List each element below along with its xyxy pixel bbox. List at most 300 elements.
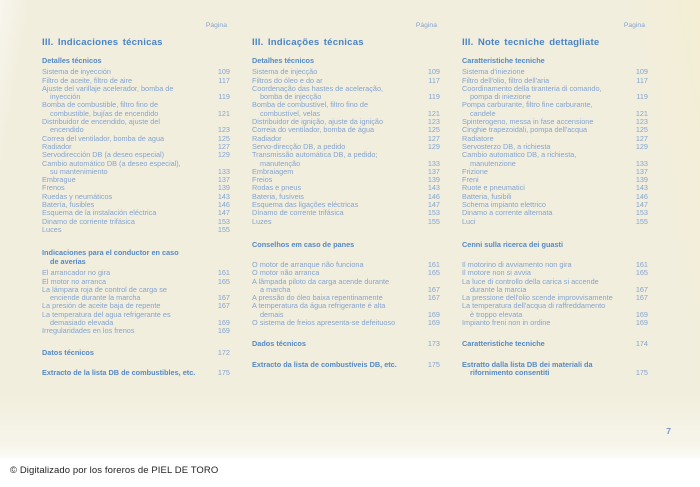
item-line: O motor de arranque não funciona <box>252 260 364 269</box>
item-page: 123 <box>427 117 440 127</box>
item-text <box>252 340 418 348</box>
item-line: Luces <box>42 225 62 234</box>
toc-section <box>462 57 648 226</box>
item-page: 165 <box>427 268 440 278</box>
toc-item <box>252 218 440 226</box>
item-page: 161 <box>217 268 230 278</box>
item-line: è troppo elevata <box>470 309 523 319</box>
toc-section <box>252 57 440 226</box>
item-text <box>252 269 418 277</box>
toc-section <box>252 361 440 369</box>
toc-section <box>42 57 230 234</box>
toc-item <box>42 118 230 135</box>
item-text <box>462 201 626 209</box>
item-text <box>252 135 418 143</box>
item-text <box>252 68 418 76</box>
toc-item <box>462 184 648 192</box>
toc-item <box>252 361 440 369</box>
item-page: 127 <box>217 141 230 151</box>
item-text <box>42 176 208 184</box>
toc-item <box>42 68 230 76</box>
item-text <box>462 302 626 319</box>
toc-item <box>42 286 230 303</box>
item-line: Extracto de la lista DB de combustibles, etc. <box>42 368 196 377</box>
item-page: 173 <box>427 339 440 349</box>
item-line: su mantenimiento <box>50 166 108 176</box>
item-text <box>462 261 626 269</box>
item-line: Ajuste del varillaje acelerador, bomba de <box>42 84 174 93</box>
item-line: Luci <box>462 217 476 226</box>
item-text <box>252 361 418 369</box>
toc-item <box>462 176 648 184</box>
item-page: 117 <box>218 75 230 85</box>
item-text <box>42 269 208 277</box>
item-line: La presión de aceite baja de repente <box>42 302 161 311</box>
item-line: Schema impianto elettrico <box>462 201 546 210</box>
item-page: 117 <box>428 75 440 85</box>
item-page: 117 <box>636 75 648 85</box>
item-page: 121 <box>427 108 440 118</box>
toc-item <box>252 101 440 118</box>
item-text <box>462 135 626 143</box>
item-line: Il motore non si avvia <box>462 269 531 278</box>
toc-item <box>42 135 230 143</box>
heading-line: Cenni sulla ricerca dei guasti <box>462 239 563 249</box>
item-text <box>42 135 208 143</box>
toc-item <box>42 269 230 277</box>
item-page: 153 <box>635 208 648 218</box>
item-line: La lámpara roja de control de carga se <box>42 285 167 294</box>
item-line: Correa del ventilador, bomba de agua <box>42 134 165 143</box>
item-line: Frizione <box>462 167 488 176</box>
item-line: Sistema de inyección <box>42 68 111 77</box>
page-column-label: Página <box>415 22 437 29</box>
item-page: 123 <box>217 125 230 135</box>
item-line: Cambio automático DB (a deseo especial), <box>42 159 181 168</box>
item-line: combustível, velas <box>260 108 321 118</box>
item-page: 167 <box>635 284 648 294</box>
item-page: 125 <box>427 125 440 135</box>
item-line: Impianto freni non in ordine <box>462 319 551 328</box>
toc-item <box>252 135 440 143</box>
item-page: 121 <box>217 108 230 118</box>
item-line: rifornimento consentiti <box>470 367 550 377</box>
toc-section <box>42 369 230 377</box>
item-line: manutenção <box>260 158 301 168</box>
item-text <box>252 77 418 85</box>
item-line: Radiador <box>252 134 282 143</box>
toc-section <box>252 241 440 327</box>
item-text <box>462 126 626 134</box>
toc-item <box>462 209 648 217</box>
toc-item <box>462 143 648 151</box>
column-title: III. Indicaciones técnicas <box>42 37 163 48</box>
item-page: 123 <box>635 117 648 127</box>
item-page: 155 <box>427 216 440 226</box>
item-text <box>462 101 626 118</box>
item-text <box>462 184 626 192</box>
toc-column <box>42 22 230 377</box>
toc-item <box>462 151 648 168</box>
item-page: 109 <box>217 67 230 77</box>
toc-item <box>42 160 230 177</box>
item-page: 155 <box>217 224 230 234</box>
section-heading <box>462 241 648 259</box>
toc-columns <box>42 22 648 377</box>
section-heading <box>42 57 230 65</box>
item-page: 169 <box>217 326 230 336</box>
item-text <box>252 184 418 192</box>
item-page: 137 <box>427 166 440 176</box>
item-line: Datos técnicos <box>42 348 94 357</box>
item-text <box>462 176 626 184</box>
item-line: A lâmpada piloto da carga acende durante <box>252 277 390 286</box>
toc-item <box>252 77 440 85</box>
item-line: demasiado elevada <box>50 318 114 328</box>
toc-item <box>42 369 230 377</box>
item-text <box>252 126 418 134</box>
item-line: Freni <box>462 176 479 185</box>
item-page: 143 <box>427 183 440 193</box>
item-page: 153 <box>427 208 440 218</box>
item-page: 175 <box>635 367 648 377</box>
item-text <box>252 278 418 295</box>
item-text <box>252 209 418 217</box>
item-text <box>462 68 626 76</box>
item-text <box>462 151 626 168</box>
item-line: Correia do ventilador, bomba de água <box>252 126 375 135</box>
page-number: 7 <box>666 426 671 436</box>
item-text <box>42 327 208 335</box>
item-page: 147 <box>635 200 648 210</box>
item-text <box>252 151 418 168</box>
item-text <box>252 218 418 226</box>
heading-line: de averías <box>50 256 86 266</box>
item-page: 139 <box>635 175 648 185</box>
toc-item <box>252 319 440 327</box>
toc-section <box>42 349 230 357</box>
toc-item <box>462 118 648 126</box>
item-line: Batería, fusibles <box>42 201 95 210</box>
item-line: Distribuidor de ignição, ajuste da ignição <box>252 118 384 127</box>
toc-item <box>252 269 440 277</box>
item-page: 167 <box>427 284 440 294</box>
item-page: 137 <box>635 166 648 176</box>
item-text <box>252 176 418 184</box>
section-heading <box>252 241 440 259</box>
toc-item <box>462 126 648 134</box>
toc-item <box>42 349 230 357</box>
item-page: 127 <box>427 133 440 143</box>
item-text <box>462 361 626 378</box>
toc-item <box>42 201 230 209</box>
page-column-label: Pagina <box>623 22 645 29</box>
item-line: Servo-direcção DB, a pedido <box>252 142 346 151</box>
item-line: bomba de injecção <box>260 92 322 102</box>
item-page: 161 <box>427 259 440 269</box>
toc-item <box>462 218 648 226</box>
heading-line: Indicaciones para el conductor en caso <box>42 248 179 258</box>
heading-line: Caratteristiche tecniche <box>462 56 545 65</box>
toc-item <box>252 261 440 269</box>
item-line: enciende durante la marcha <box>50 293 141 303</box>
column-title: III. Note tecniche dettagliate <box>462 37 600 48</box>
item-line: a marcha <box>260 284 291 294</box>
item-line: Filtros do óleo e do ar <box>252 76 323 85</box>
item-line: Ruote e pneumatici <box>462 184 525 193</box>
item-text <box>42 369 208 377</box>
item-page: 169 <box>427 309 440 319</box>
item-text <box>42 151 208 159</box>
item-text <box>252 101 418 118</box>
item-line: Coordenação das hastes de aceleração, <box>252 84 384 93</box>
toc-item <box>42 209 230 217</box>
item-page: 175 <box>217 367 230 377</box>
toc-item <box>252 176 440 184</box>
item-page: 129 <box>635 141 648 151</box>
toc-section <box>42 249 230 335</box>
item-line: demais <box>260 309 284 319</box>
item-line: Sistema de injecção <box>252 68 318 77</box>
toc-item <box>42 85 230 102</box>
toc-item <box>42 278 230 286</box>
item-page: 121 <box>635 108 648 118</box>
item-page: 109 <box>635 67 648 77</box>
item-text <box>462 319 626 327</box>
watermark-text: © Digitalizado por los foreros de PIEL DE TORO <box>10 465 219 476</box>
item-text <box>462 77 626 85</box>
heading-line: Conselhos em caso de panes <box>252 239 355 249</box>
item-text <box>252 201 418 209</box>
item-page: 137 <box>217 175 230 185</box>
toc-item <box>252 294 440 302</box>
item-text <box>42 77 208 85</box>
item-line: A pressão do óleo baixa repentinamente <box>252 294 383 303</box>
toc-item <box>252 278 440 295</box>
item-page: 146 <box>427 191 440 201</box>
item-line: Coordinamento della tiranteria di comando, <box>462 84 602 93</box>
item-page: 133 <box>427 158 440 168</box>
toc-item <box>42 327 230 335</box>
item-line: Bomba de combustible, filtro fino de <box>42 101 159 110</box>
item-page: 161 <box>635 259 648 269</box>
item-text <box>462 340 626 348</box>
item-line: Embraiagem <box>252 167 294 176</box>
item-text <box>42 349 208 357</box>
item-page: 175 <box>427 359 440 369</box>
item-page: 147 <box>427 200 440 210</box>
item-line: pompa di iniezione <box>470 92 531 102</box>
toc-item <box>42 193 230 201</box>
toc-item <box>462 193 648 201</box>
toc-item <box>462 319 648 327</box>
item-text <box>42 143 208 151</box>
toc-column <box>462 22 648 377</box>
item-line: Dínamo de corrente trifásica <box>252 209 344 218</box>
toc-item <box>462 361 648 378</box>
toc-item <box>42 151 230 159</box>
item-line: Esquema das ligações eléctricas <box>252 201 359 210</box>
item-line: Caratteristiche tecniche <box>462 340 545 349</box>
page-column-label: Página <box>205 22 227 29</box>
item-line: Filtro dell'olio, filtro dell'aria <box>462 76 550 85</box>
item-text <box>462 294 626 302</box>
toc-item <box>252 85 440 102</box>
item-page: 125 <box>217 133 230 143</box>
item-line: manutenzione <box>470 158 516 168</box>
toc-item <box>42 302 230 310</box>
toc-item <box>252 118 440 126</box>
item-page: 129 <box>217 150 230 160</box>
item-text <box>252 319 418 327</box>
item-text <box>42 85 208 102</box>
item-page: 127 <box>635 133 648 143</box>
item-line: Pompa carburante, filtro fine carburante, <box>462 101 593 110</box>
item-page: 147 <box>217 208 230 218</box>
toc-item <box>462 85 648 102</box>
item-text <box>462 118 626 126</box>
item-page: 172 <box>217 347 230 357</box>
item-text <box>42 286 208 303</box>
item-line: Irregularidades en los frenos <box>42 327 135 336</box>
toc-section <box>462 361 648 378</box>
item-text <box>252 294 418 302</box>
toc-item <box>252 151 440 168</box>
item-text <box>462 209 626 217</box>
toc-item <box>42 226 230 234</box>
item-line: Rodas e pneus <box>252 184 302 193</box>
item-line: Extracto da lista de combustíveis DB, etc. <box>252 360 397 369</box>
item-page: 119 <box>636 92 648 102</box>
item-page: 139 <box>427 175 440 185</box>
column-title: III. Indicações técnicas <box>252 37 364 48</box>
toc-item <box>252 168 440 176</box>
toc-item <box>462 278 648 295</box>
item-text <box>462 278 626 295</box>
toc-item <box>42 218 230 226</box>
item-line: O motor não arranca <box>252 269 320 278</box>
item-line: La temperatura del agua refrigerante es <box>42 310 171 319</box>
item-text <box>42 302 208 310</box>
item-line: Cambio automatico DB, a richiesta, <box>462 151 577 160</box>
item-text <box>42 218 208 226</box>
item-page: 167 <box>635 293 648 303</box>
item-text <box>42 226 208 234</box>
toc-item <box>462 101 648 118</box>
section-heading <box>42 249 230 267</box>
toc-item <box>462 68 648 76</box>
toc-section <box>462 241 648 327</box>
toc-item <box>462 340 648 348</box>
item-page: 119 <box>218 92 230 102</box>
item-page: 143 <box>217 191 230 201</box>
item-page: 155 <box>635 216 648 226</box>
item-page: 165 <box>217 276 230 286</box>
toc-item <box>462 135 648 143</box>
item-line: Embrague <box>42 176 76 185</box>
item-line: Luzes <box>252 217 272 226</box>
item-page: 165 <box>635 268 648 278</box>
section-heading <box>462 57 648 65</box>
item-text <box>42 118 208 135</box>
toc-item <box>252 201 440 209</box>
item-text <box>462 193 626 201</box>
item-page: 109 <box>427 67 440 77</box>
item-line: Ruedas y neumáticos <box>42 192 113 201</box>
toc-item <box>252 126 440 134</box>
item-line: Servodirección DB (a deseo especial) <box>42 151 165 160</box>
item-page: 167 <box>217 293 230 303</box>
item-text <box>42 160 208 177</box>
item-page: 133 <box>217 166 230 176</box>
item-line: combustible, bujías de encendido <box>50 108 159 118</box>
toc-item <box>42 77 230 85</box>
item-text <box>42 311 208 328</box>
item-line: encendido <box>50 125 84 135</box>
item-text <box>42 68 208 76</box>
toc-item <box>252 302 440 319</box>
item-page: 169 <box>635 318 648 328</box>
item-line: durante la marcia <box>470 284 527 294</box>
item-line: Cinghie trapezoidali, pompa dell'acqua <box>462 126 588 135</box>
item-text <box>42 101 208 118</box>
item-text <box>252 143 418 151</box>
item-line: candele <box>470 108 496 118</box>
toc-item <box>252 184 440 192</box>
item-text <box>252 168 418 176</box>
item-line: El arrancador no gira <box>42 269 111 278</box>
item-text <box>42 278 208 286</box>
item-line: Dinamo de corriente trifásica <box>42 217 135 226</box>
item-page: 153 <box>217 216 230 226</box>
item-line: Bomba de combustível, filtro fino de <box>252 101 368 110</box>
item-line: Filtro de aceite, filtro de aire <box>42 76 133 85</box>
item-page: 146 <box>217 200 230 210</box>
toc-section <box>462 340 648 348</box>
item-text <box>42 184 208 192</box>
item-page: 143 <box>635 183 648 193</box>
item-line: A temperatura da água refrigerante é alta <box>252 302 386 311</box>
toc-item <box>42 176 230 184</box>
item-line: Spinterogeno, messa in fase accensione <box>462 118 594 127</box>
item-text <box>252 261 418 269</box>
toc-item <box>462 294 648 302</box>
toc-item <box>462 261 648 269</box>
item-page: 174 <box>635 339 648 349</box>
item-text <box>42 193 208 201</box>
item-page: 125 <box>635 125 648 135</box>
toc-item <box>462 201 648 209</box>
toc-item <box>42 184 230 192</box>
item-line: Sistema d'iniezione <box>462 68 525 77</box>
toc-section <box>252 340 440 348</box>
toc-item <box>462 77 648 85</box>
item-line: La temperatura dell'acqua di raffreddamento <box>462 302 606 311</box>
item-line: Esquema de la instalación eléctrica <box>42 209 157 218</box>
item-line: El motor no arranca <box>42 277 107 286</box>
item-text <box>462 168 626 176</box>
toc-item <box>252 209 440 217</box>
item-page: 139 <box>217 183 230 193</box>
item-text <box>252 85 418 102</box>
item-line: La luce di controllo della carica si accende <box>462 277 599 286</box>
item-text <box>252 193 418 201</box>
toc-item <box>42 143 230 151</box>
item-line: Dinamo a corrente alternata <box>462 209 553 218</box>
heading-line: Detalhes técnicos <box>252 56 315 65</box>
heading-line: Detalles técnicos <box>42 56 102 65</box>
item-page: 133 <box>635 158 648 168</box>
